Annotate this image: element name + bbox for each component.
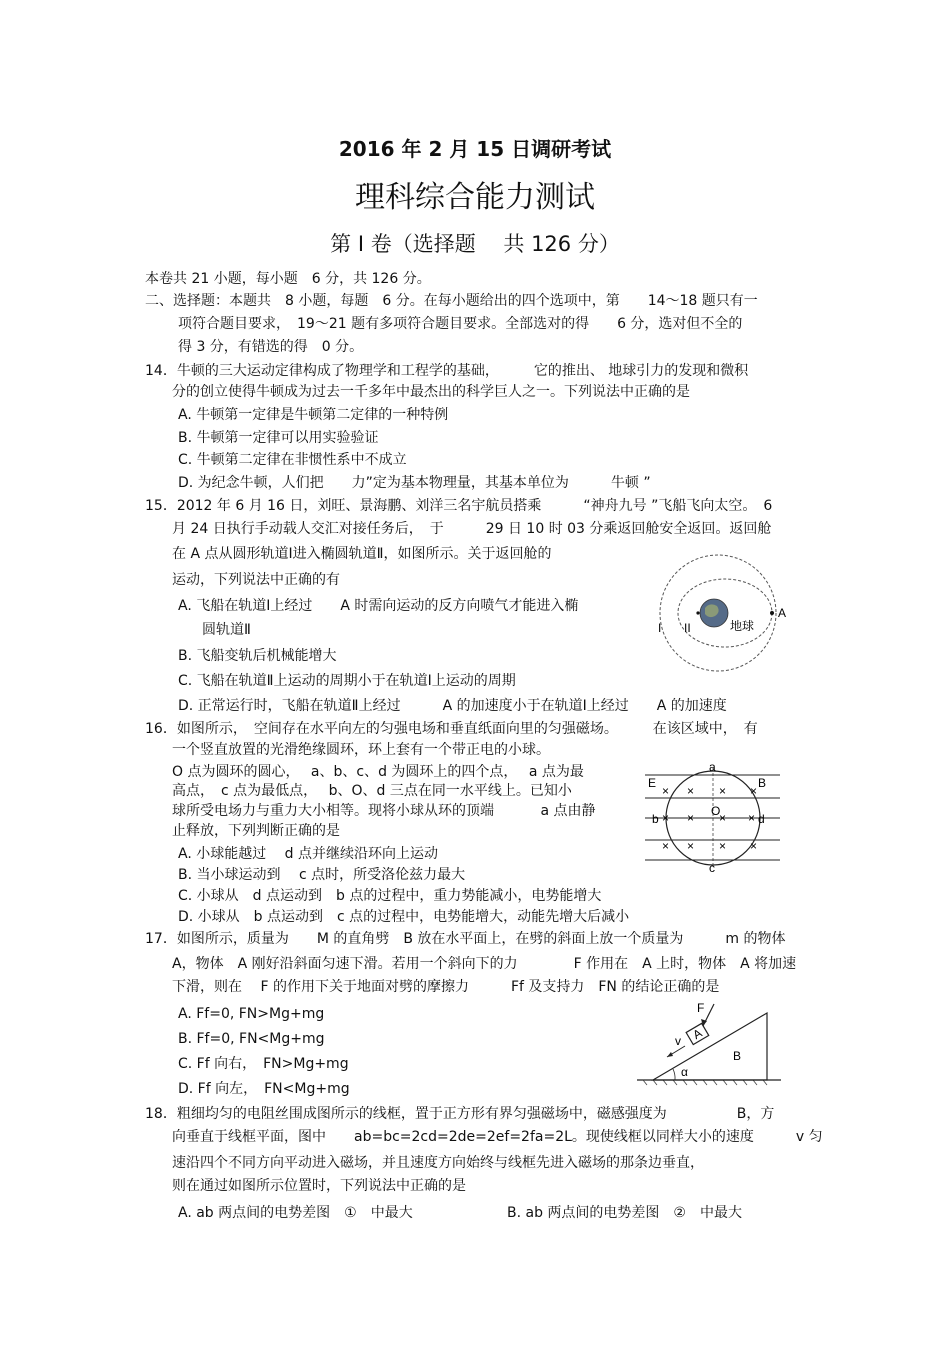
- point-A-dot: [770, 611, 774, 615]
- intro-line-2: 二、选择题：本题共 8 小题，每题 6 分。在每小题给出的四个选项中，第 14～18 题只有一: [145, 293, 758, 309]
- velocity-arrowhead: [667, 1052, 673, 1057]
- q18-stem-3: 速沿四个不同方向平动进入磁场，并且速度方向始终与线框先进入磁场的那条边垂直，: [172, 1155, 704, 1171]
- q14-option-c: C. 牛顿第二定律在非惯性系中不成立: [178, 452, 407, 468]
- ground-hatch: [643, 1080, 767, 1085]
- q15-option-d: D. 正常运行时，飞船在轨道Ⅱ上经过 A 的加速度小于在轨道Ⅰ上经过 A 的加速度: [178, 698, 727, 714]
- q16-stem-5: 球所受电场力与重力大小相等。现将小球从环的顶端 a 点由静: [172, 803, 596, 819]
- q15-option-a-line-1: A. 飞船在轨道Ⅰ上经过 A 时需向运动的反方向喷气才能进入椭: [178, 598, 579, 614]
- intro-line-1: 本卷共 21 小题，每小题 6 分，共 126 分。: [145, 271, 431, 287]
- q16-stem-1: 16．如图所示， 空间存在水平向左的匀强电场和垂直纸面向里的匀强磁场。 在该区域中， 有: [145, 721, 758, 737]
- label-b: b: [652, 812, 659, 826]
- label-orbit-II: II: [684, 621, 691, 635]
- intro-line-4: 得 3 分，有错选的得 0 分。: [178, 339, 364, 355]
- orbit-diagram: [650, 550, 790, 675]
- label-O: O: [711, 804, 721, 818]
- q14-option-b: B. 牛顿第一定律可以用实验验证: [178, 430, 379, 446]
- q14-option-a: A. 牛顿第一定律是牛顿第二定律的一种特例: [178, 407, 449, 423]
- q15-stem-3: 在 A 点从圆形轨道Ⅰ进入椭圆轨道Ⅱ，如图所示。关于返回舱的: [172, 546, 552, 562]
- label-E: E: [648, 776, 657, 790]
- cross-mark: ×: [687, 811, 695, 825]
- q16-stem-3: O 点为圆环的圆心， a、b、c、d 为圆环上的四个点， a 点为最: [172, 764, 584, 780]
- cross-mark: ×: [719, 839, 727, 853]
- label-F: F: [697, 1001, 705, 1015]
- q17-stem-2: A，物体 A 刚好沿斜面匀速下滑。若用一个斜向下的力 F 作用在 A 上时，物体 A 将加速: [172, 956, 797, 972]
- label-alpha: α: [681, 1065, 688, 1079]
- cross-mark: ×: [750, 839, 758, 853]
- q16-stem-6: 止释放，下列判断正确的是: [172, 823, 340, 839]
- q17-stem-1: 17．如图所示，质量为 M 的直角劈 B 放在水平面上，在劈的斜面上放一个质量为 m 的物体: [145, 931, 786, 947]
- label-B: B: [733, 1049, 742, 1063]
- cross-mark: ×: [662, 811, 670, 825]
- q14-option-d: D. 为纪念牛顿，人们把 力”定为基本物理量，其基本单位为 牛顿 ”: [178, 475, 651, 491]
- q15-stem-2: 月 24 日执行手动载人交汇对接任务后， 于 29 日 10 时 03 分乘返回舱安全返回。返回舱: [172, 521, 772, 537]
- q18-option-a: A. ab 两点间的电势差图 ① 中最大: [178, 1205, 413, 1221]
- label-earth: 地球: [730, 619, 755, 633]
- q16-option-c: C. 小球从 d 点运动到 b 点的过程中，重力势能减小，电势能增大: [178, 888, 602, 904]
- q14-stem-2: 分的创立使得牛顿成为过去一千多年中最杰出的科学巨人之一。下列说法中正确的是: [172, 384, 690, 400]
- label-c: c: [709, 861, 715, 875]
- cross-mark: ×: [750, 784, 758, 798]
- q16-option-d: D. 小球从 b 点运动到 c 点的过程中，电势能增大，动能先增大后减小: [178, 909, 630, 925]
- wedge-B: [653, 1013, 767, 1080]
- label-a: a: [709, 760, 716, 774]
- cross-mark: ×: [687, 784, 695, 798]
- q16-stem-4: 高点， c 点为最低点， b、O、d 三点在同一水平线上。已知小: [172, 783, 572, 799]
- ring-field-diagram: [640, 760, 785, 875]
- q18-option-b: B. ab 两点间的电势差图 ② 中最大: [507, 1205, 742, 1221]
- q16-option-b: B. 当小球运动到 c 点时，所受洛伦兹力最大: [178, 867, 466, 883]
- q17-option-b: B. Ff=0, FN<Mg+mg: [178, 1031, 325, 1047]
- cross-mark: ×: [719, 811, 727, 825]
- q17-option-c: C. Ff 向右， FN>Mg+mg: [178, 1056, 349, 1072]
- exam-date-title: 2016 年 2 月 15 日调研考试: [338, 137, 612, 161]
- label-d: d: [758, 812, 765, 826]
- q18-stem-4: 则在通过如图所示位置时，下列说法中正确的是: [172, 1178, 466, 1194]
- block-A: [686, 1023, 709, 1044]
- q14-stem-1: 14．牛顿的三大运动定律构成了物理学和工程学的基础， 它的推出、 地球引力的发现和微积: [145, 363, 749, 379]
- cross-mark: ×: [719, 784, 727, 798]
- q15-option-a-line-2: 圆轨道Ⅱ: [202, 622, 251, 638]
- q15-stem-1: 15．2012 年 6 月 16 日，刘旺、景海鹏、刘洋三名宇航员搭乘 “神舟九号 ”飞船飞向太空。 6: [145, 498, 773, 514]
- q15-option-c: C. 飞船在轨道Ⅱ上运动的周期小于在轨道Ⅰ上运动的周期: [178, 673, 516, 689]
- q18-stem-1: 18．粗细均匀的电阻丝围成图所示的线框，置于正方形有界匀强磁场中，磁感强度为 B，方: [145, 1106, 775, 1122]
- cross-mark: ×: [662, 784, 670, 798]
- q15-option-b: B. 飞船变轨后机械能增大: [178, 648, 337, 664]
- cross-mark: ×: [662, 839, 670, 853]
- q17-stem-3: 下滑，则在 F 的作用下关于地面对劈的摩擦力 Ff 及支持力 FN 的结论正确的是: [172, 979, 720, 995]
- wedge-diagram: [635, 998, 785, 1086]
- q18-stem-2: 向垂直于线框平面，图中 ab=bc=2cd=2de=2ef=2fa=2L。现使线框以同样大小的速度 v 匀: [172, 1129, 823, 1145]
- q17-option-d: D. Ff 向左， FN<Mg+mg: [178, 1081, 350, 1097]
- q16-option-a: A. 小球能越过 d 点并继续沿环向上运动: [178, 846, 439, 862]
- label-B: B: [758, 776, 767, 790]
- volume-title: 第 Ⅰ 卷（选择题 共 126 分）: [330, 232, 620, 256]
- q16-stem-2: 一个竖直放置的光滑绝缘圆环，环上套有一个带正电的小球。: [172, 742, 550, 758]
- q15-stem-4: 运动，下列说法中正确的有: [172, 572, 340, 588]
- label-v: v: [675, 1034, 681, 1048]
- label-orbit-I: I: [658, 621, 662, 635]
- label-A: A: [778, 606, 787, 620]
- angle-arc: [673, 1069, 675, 1080]
- label-A: A: [690, 1025, 705, 1043]
- intro-line-3: 项符合题目要求， 19～21 题有多项符合题目要求。全部选对的得 6 分，选对但不全的: [178, 316, 743, 332]
- perigee-dot: [696, 611, 699, 614]
- q17-option-a: A. Ff=0, FN>Mg+mg: [178, 1006, 325, 1022]
- cross-mark: ×: [748, 811, 756, 825]
- cross-mark: ×: [687, 839, 695, 853]
- subject-title: 理科综合能力测试: [355, 180, 595, 215]
